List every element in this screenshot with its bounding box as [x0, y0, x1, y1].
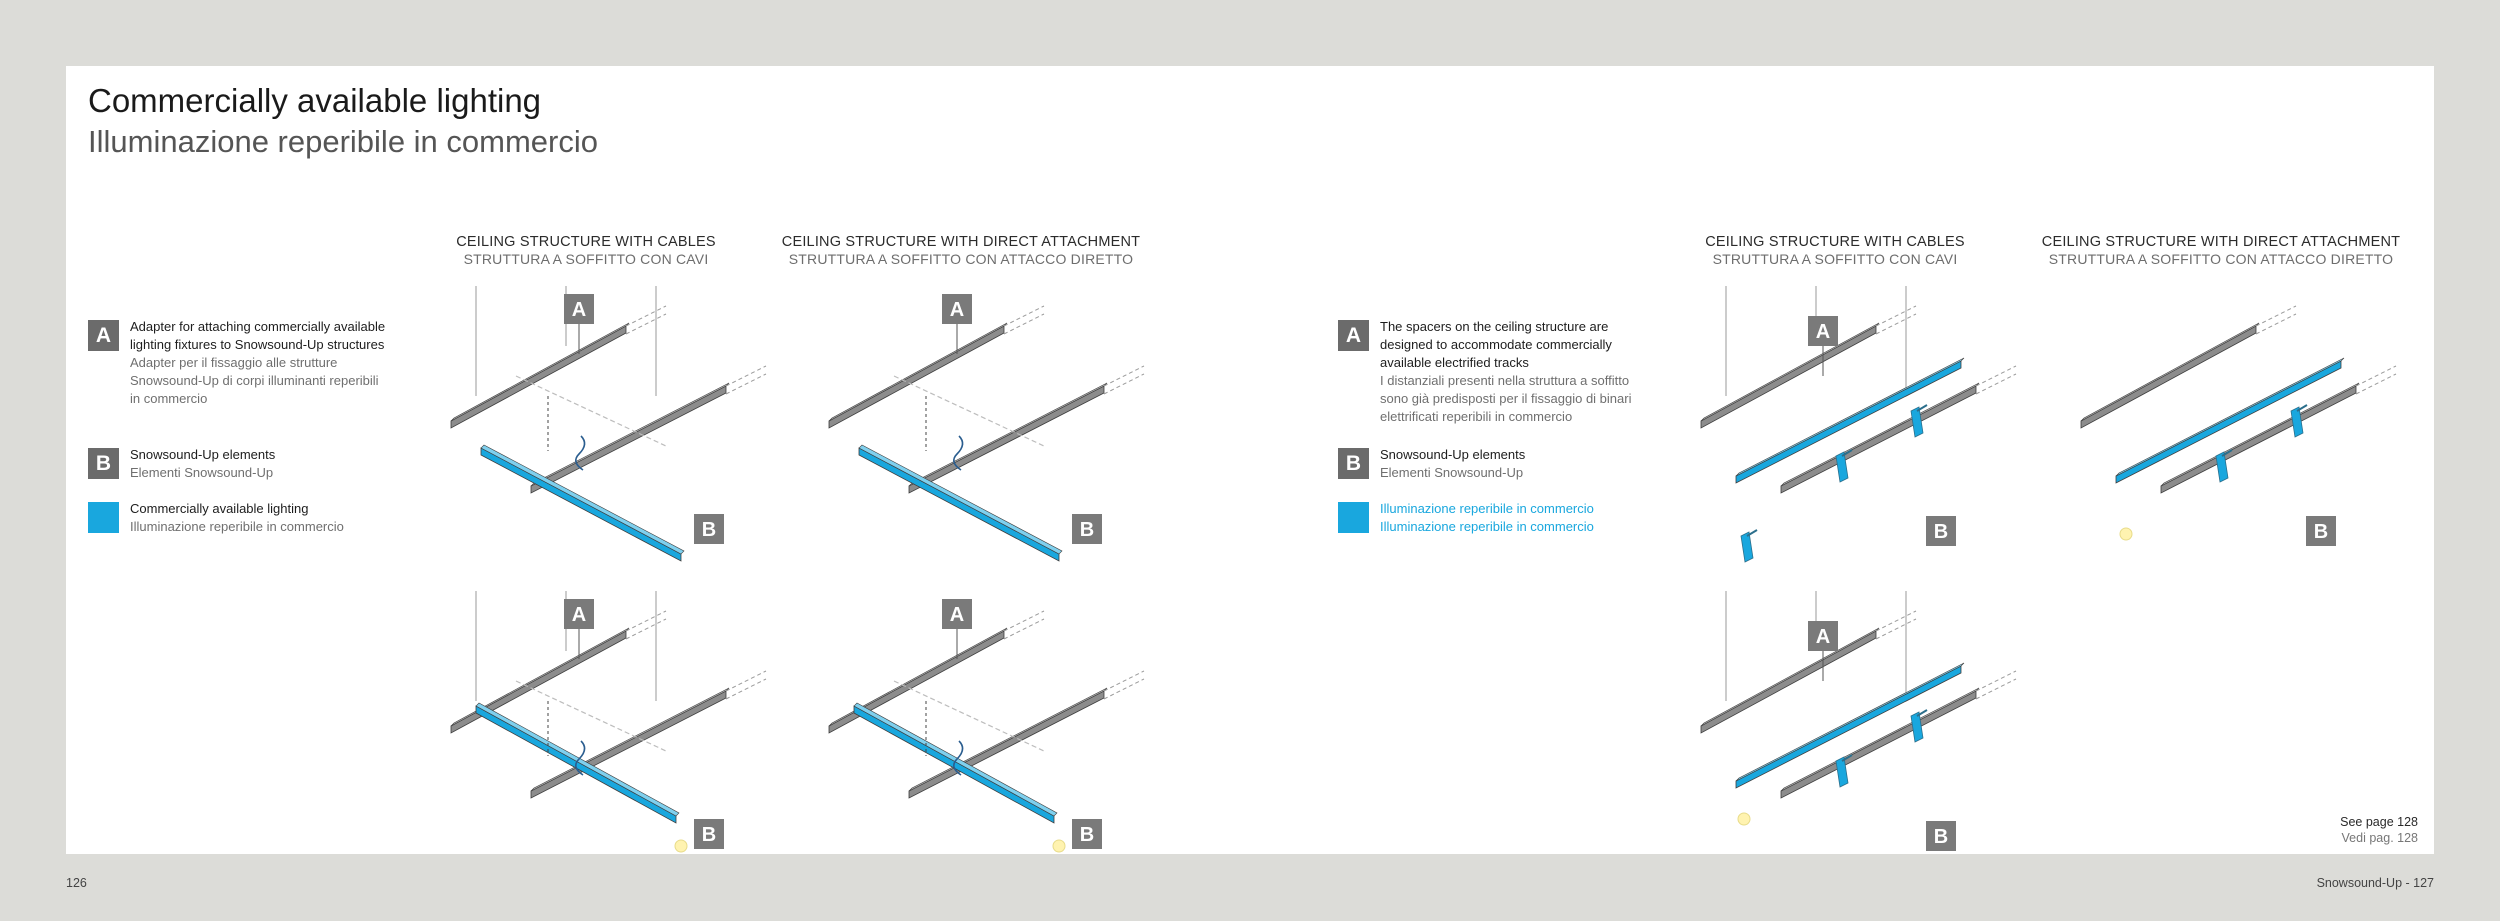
structure-rail-lower	[909, 691, 1104, 798]
legend-item-lighting-right	[1338, 500, 1640, 536]
legend-text-it: Elementi Snowsound-Up	[1380, 465, 1524, 480]
legend-item-adapter	[88, 318, 390, 408]
legend-text-en: Illuminazione reperibile in commercio	[1380, 501, 1594, 516]
badge-a: A	[1338, 320, 1369, 351]
rail-extension	[726, 374, 766, 394]
badge-a: A	[88, 320, 119, 351]
legend-text-en: Commercially available lighting	[130, 501, 309, 516]
callout-label: A	[1815, 321, 1831, 343]
spotlight-fixture	[1741, 532, 1753, 562]
rail-extension	[626, 306, 666, 326]
spotlight-fixture	[2291, 407, 2303, 437]
structure-rail-upper-top	[829, 323, 1007, 421]
electrified-track	[2116, 361, 2341, 483]
diagram-trackBottom	[1686, 591, 2066, 861]
catalog-sheet	[66, 66, 2434, 854]
callout-label: B	[1933, 826, 1949, 848]
structure-rail-upper	[1701, 631, 1876, 733]
column-header-cables-right: CEILING STRUCTURE WITH CABLES STRUTTURA A SOFFITTO CON CAVI	[1705, 234, 1965, 267]
structure-rail-lower-top	[2161, 383, 2359, 486]
rail-extension	[626, 611, 666, 631]
rail-extension	[726, 679, 766, 699]
legend-text-en: Snowsound-Up elements	[130, 447, 276, 462]
legend-text-it: Adapter per il fissaggio alle strutture Snowsound-Up di corpi illuminanti reperibili in commercio	[130, 355, 379, 406]
light-glow	[675, 840, 687, 852]
rail-extension	[1004, 611, 1044, 631]
callout-label: B	[1079, 824, 1095, 846]
rail-extension	[1104, 374, 1144, 394]
rail-extension	[1876, 611, 1916, 631]
rail-extension	[1004, 619, 1044, 639]
rail-extension	[1104, 679, 1144, 699]
structure-rail-lower	[531, 386, 726, 493]
structure-rail-lower-top	[531, 383, 729, 486]
callout-label: A	[571, 604, 587, 626]
callout-label: A	[1815, 626, 1831, 648]
callout-label: A	[571, 299, 587, 321]
callout-label: B	[701, 519, 717, 541]
rail-extension	[626, 619, 666, 639]
structure-rail-lower-top	[531, 688, 729, 791]
spotlight-fixture	[1911, 407, 1923, 437]
rail-extension	[1104, 366, 1144, 386]
structure-rail-lower-top	[909, 383, 1107, 486]
page-number-right: Snowsound-Up - 127	[2316, 876, 2434, 890]
legend-text-en: Snowsound-Up elements	[1380, 447, 1526, 462]
rail-extension	[1976, 374, 2016, 394]
rail-extension	[2256, 306, 2296, 326]
structure-rail-upper	[829, 631, 1004, 733]
diagram-trackDirect	[2066, 286, 2446, 556]
adapter-crossbar	[894, 376, 1044, 446]
diagram-directTop	[814, 286, 1194, 556]
structure-rail-upper	[451, 631, 626, 733]
rail-extension	[1976, 671, 2016, 691]
legend-text-en: Adapter for attaching commercially available lighting fixtures to Snowsound-Up structures	[130, 319, 386, 352]
rail-extension	[1876, 314, 1916, 334]
callout-label: B	[701, 824, 717, 846]
page-number-left: 126	[66, 876, 87, 890]
rail-extension	[1104, 671, 1144, 691]
rail-extension	[626, 314, 666, 334]
callout-label: B	[1933, 521, 1949, 543]
light-glow	[2120, 528, 2132, 540]
structure-rail-upper	[1701, 326, 1876, 428]
rail-extension	[1004, 314, 1044, 334]
structure-rail-lower-top	[1781, 688, 1979, 791]
page-title: Commercially available lighting	[88, 82, 542, 119]
light-glow	[1738, 813, 1750, 825]
legend-item-lighting	[88, 500, 390, 536]
column-header-cables-left: CEILING STRUCTURE WITH CABLES STRUTTURA A SOFFITTO CON CAVI	[456, 234, 716, 267]
spotlight-fixture	[1911, 712, 1923, 742]
structure-rail-upper	[451, 326, 626, 428]
rail-extension	[1876, 306, 1916, 326]
rail-extension	[2356, 366, 2396, 386]
lighting-swatch	[1338, 502, 1369, 533]
rail-extension	[726, 671, 766, 691]
page-subtitle: Illuminazione reperibile in commercio	[88, 124, 598, 159]
lighting-swatch	[88, 502, 119, 533]
rail-extension	[1976, 366, 2016, 386]
badge-b: B	[1338, 448, 1369, 479]
structure-rail-lower	[909, 386, 1104, 493]
legend-text-it: Elementi Snowsound-Up	[130, 465, 274, 480]
structure-rail-upper	[2081, 326, 2256, 428]
legend-item-spacers	[1338, 318, 1640, 426]
rail-extension	[2356, 374, 2396, 394]
legend-item-elements	[88, 446, 390, 482]
electrified-track	[1736, 361, 1961, 483]
structure-rail-lower	[531, 691, 726, 798]
adapter-crossbar	[516, 376, 666, 446]
structure-rail-upper	[829, 326, 1004, 428]
diagram-directBottom	[814, 591, 1194, 861]
structure-rail-upper-top	[451, 323, 629, 421]
column-header-direct-right: CEILING STRUCTURE WITH DIRECT ATTACHMENT STRUTTURA A SOFFITTO CON ATTACCO DIRETTO	[2041, 234, 2401, 267]
column-header-direct-left: CEILING STRUCTURE WITH DIRECT ATTACHMENT STRUTTURA A SOFFITTO CON ATTACCO DIRETTO	[781, 234, 1141, 267]
diagram-cablesBottom	[436, 591, 816, 861]
electrified-track	[1736, 666, 1961, 788]
see-page-note: See page 128 Vedi pag. 128	[2340, 815, 2418, 845]
legend-item-elements-right	[1338, 446, 1640, 482]
rail-extension	[1976, 679, 2016, 699]
callout-label: A	[949, 604, 965, 626]
structure-rail-lower-top	[1781, 383, 1979, 486]
diagram-cablesTop	[436, 286, 816, 556]
structure-rail-lower-top	[909, 688, 1107, 791]
structure-rail-upper-top	[1701, 323, 1879, 421]
rail-extension	[1004, 306, 1044, 326]
light-glow	[1053, 840, 1065, 852]
rail-extension	[726, 366, 766, 386]
rail-extension	[1876, 619, 1916, 639]
structure-rail-upper-top	[2081, 323, 2259, 421]
callout-label: B	[1079, 519, 1095, 541]
legend-text-en: The spacers on the ceiling structure are designed to accommodate commercially available electrified tracks	[1380, 319, 1612, 370]
rail-extension	[2256, 314, 2296, 334]
diagram-trackTop	[1686, 286, 2066, 556]
legend-text-it: I distanziali presenti nella struttura a soffitto sono già predisposti per il fissaggio di binari elettrificati reperibili in commercio	[1380, 373, 1632, 424]
badge-b: B	[88, 448, 119, 479]
callout-label: B	[2313, 521, 2329, 543]
legend-text-it: Illuminazione reperibile in commercio	[130, 519, 344, 534]
structure-rail-upper-top	[1701, 628, 1879, 726]
legend-text-it: Illuminazione reperibile in commercio	[1380, 519, 1594, 534]
callout-label: A	[949, 299, 965, 321]
